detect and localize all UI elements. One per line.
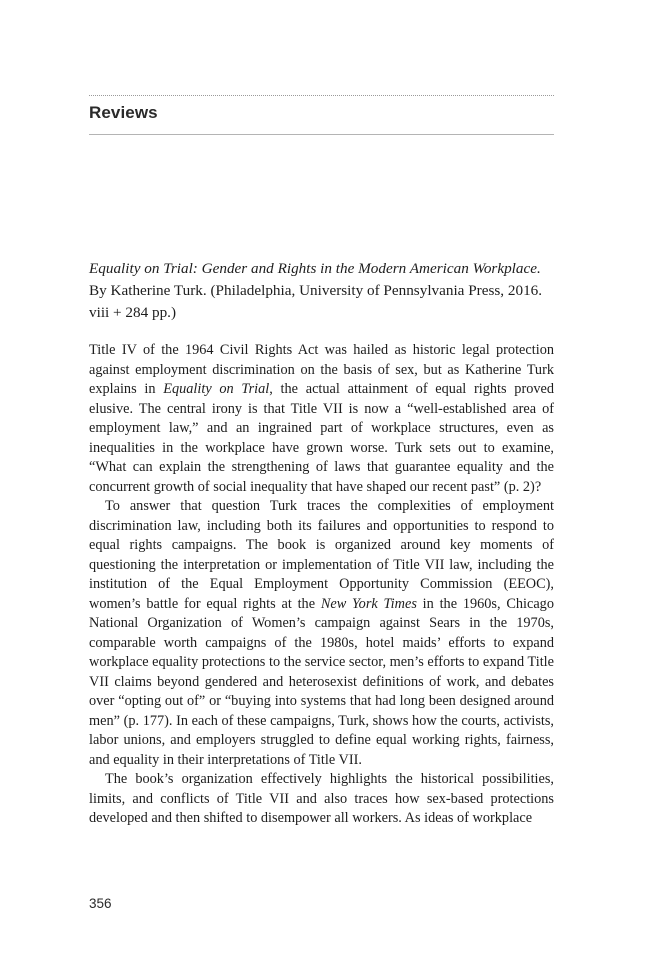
paragraph-2-text-b: in the 1960s, Chicago National Organization of Women’s campaign against Sears in the 1970s, comparable worth campaigns of the 1980s, hotel maids’ efforts to expand workplace equality protections to the service sector, men’s efforts to expand Title VII claims beyond gendered and heterosexist definitions of work, and debates over “opting out of” or “buying into systems that had long been designed around men” (p. 177). In each of these campaigns, Turk, shows how the courts, activists, labor unions, and employers struggled to define equal working rights, fairness, and equality in their interpretations of Title VII. (89, 595, 554, 768)
header-bottom-rule (89, 134, 554, 135)
paragraph-1-book-title: Equality on Trial (163, 381, 270, 397)
paragraph-2 (89, 497, 554, 770)
section-label: Reviews (89, 103, 158, 122)
paragraph-1-text-b: , the actual attainment of equal rights proved elusive. The central irony is that Title VII is now a “well-established area of employment law,” and an ingrained part of workplace structures, even as inequalities in the workplace have grown worse. Turk sets out to examine, “What can explain the strengthening of laws that guarantee equality and the concurrent growth of social inequality that have shaped our recent past” (p. 2)? (89, 381, 554, 495)
review-body (89, 341, 554, 829)
page-number: 356 (89, 896, 112, 911)
book-citation (89, 258, 554, 324)
book-extent: viii + 284 pp.) (89, 304, 177, 321)
paragraph-1 (89, 341, 554, 497)
paragraph-2-text-a: To answer that question Turk traces the complexities of employment discrimination law, including both its failures and opportunities to respond to equal rights campaigns. The book is organized around key moments of questioning the interpretation or implementation of Title VII law, including the institution of the Equal Employment Opportunity Commission (EEOC), women’s battle for equal rights at the (89, 498, 554, 612)
header-top-rule (89, 95, 554, 96)
paragraph-1-text-a: Title IV of the 1964 Civil Rights Act was hailed as historic legal protection against employment discrimination on the basis of sex, but as Katherine Turk explains in (89, 342, 554, 397)
paragraph-2-newspaper-title: New York Times (320, 595, 417, 612)
book-author-publisher: By Katherine Turk. (Philadelphia, University of Pennsylvania Press, 2016. (89, 282, 543, 299)
paragraph-3: The book’s organization effectively highlights the historical possibilities, limits, and conflicts of Title VII and also traces how sex-based protections developed and then shifted to disempower all workers. As ideas of workplace (89, 771, 554, 826)
book-title: Equality on Trial: Gender and Rights in the Modern American Workplace. (89, 260, 541, 277)
